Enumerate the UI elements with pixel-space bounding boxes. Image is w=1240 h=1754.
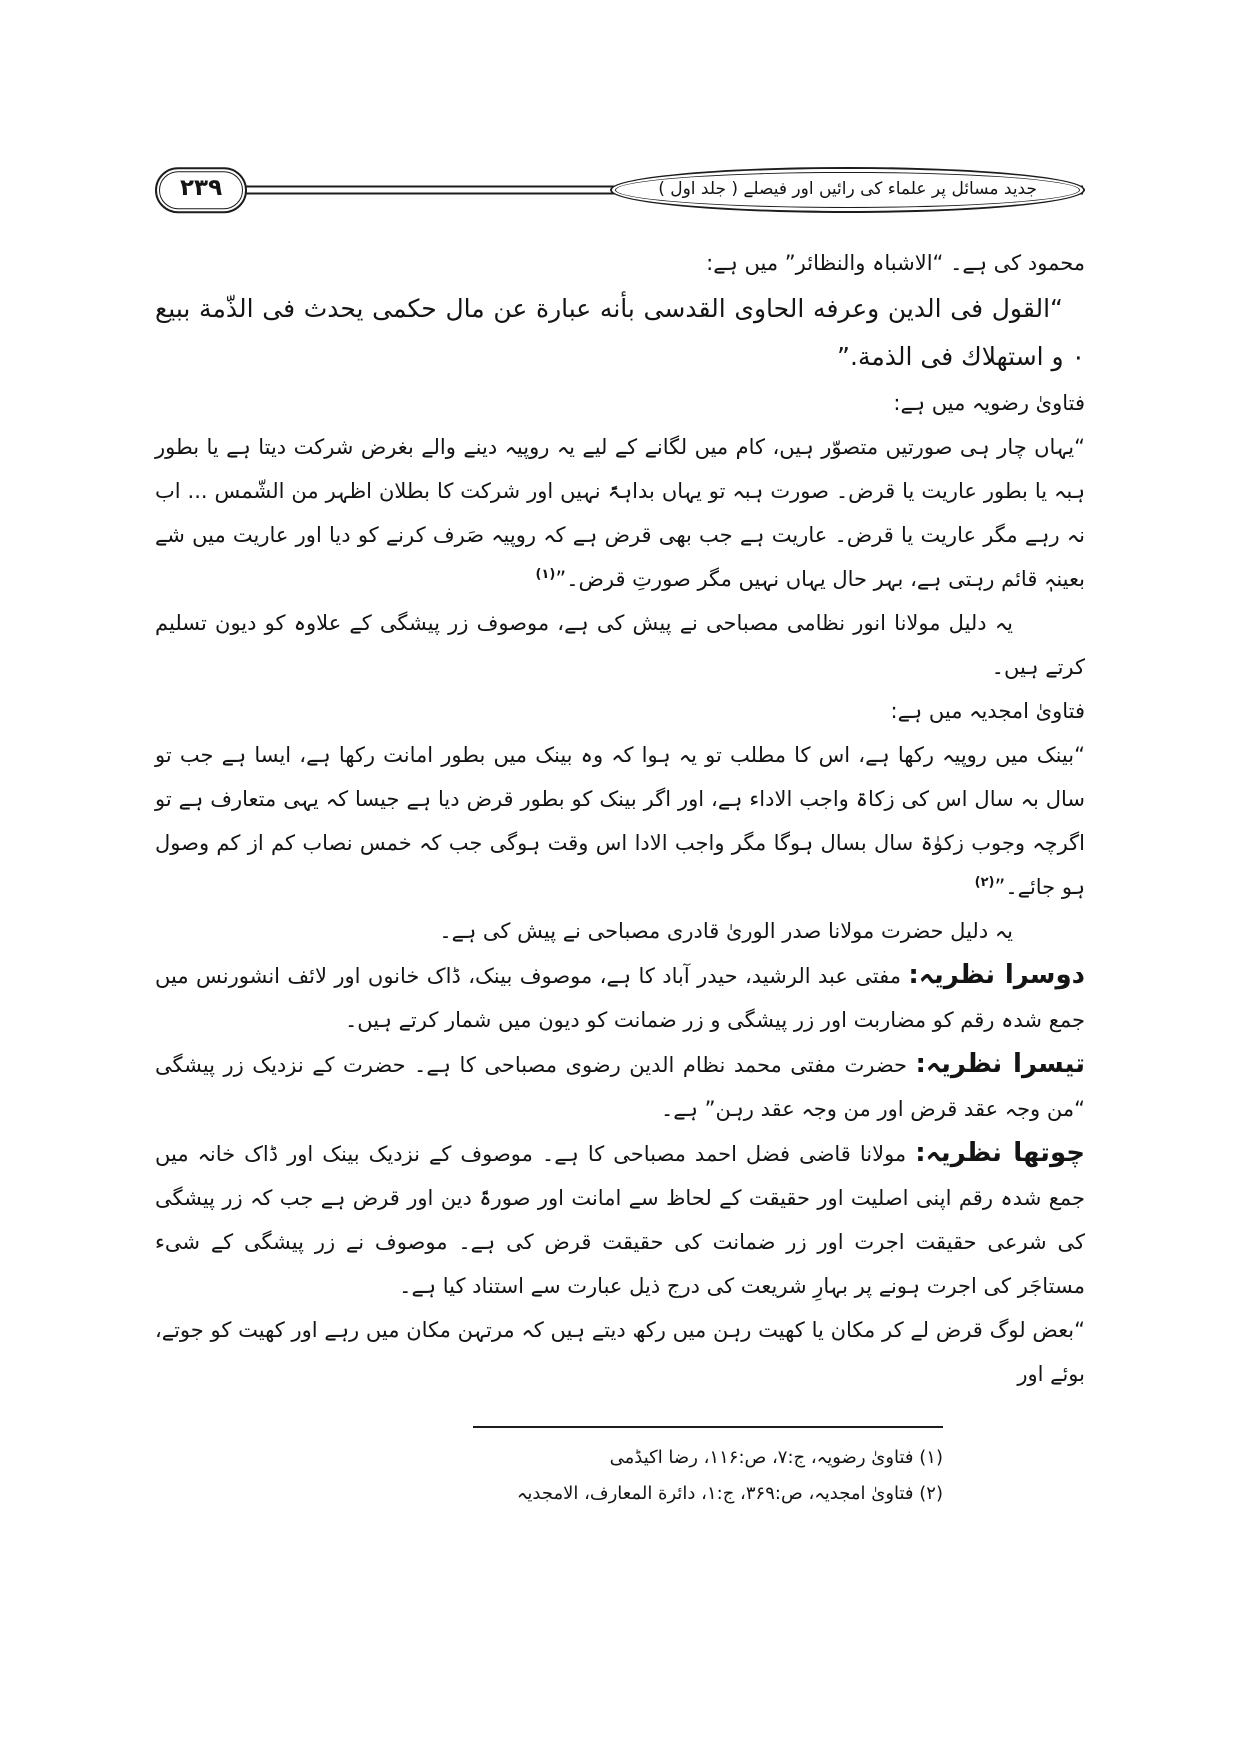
quote-text: “یہاں چار ہی صورتیں متصوّر ہیں، کام میں لگانے کے لیے یہ روپیہ دینے والے بغرض شرکت دیتا ہے یا بطور ہبہ یا بطور عاریت یا قرض۔ صورت ہبہ تو یہاں بداہۃً نہیں اور شرکت کا بطلان اظہر من الشّمس ... اب نہ رہے مگر عاریت یا قرض۔ عاریت ہے جب بھی قرض ہے کہ روپیہ صَرف کرنے کو دیا اور عاریت میں شے بعینہٖ قائم رہتی ہے، بہر حال یہاں نہیں مگر صورتِ قرض۔”	[155, 435, 1085, 591]
page-body	[155, 241, 1085, 1396]
footnotes-block	[473, 1426, 943, 1512]
opinion-second-text: مفتی عبد الرشید، حیدر آباد کا ہے، موصوف بینک، ڈاک خانوں اور لائف انشورنس میں جمع شدہ رقم کو مضاربت اور زر پیشگی و زر ضمانت کو دیون میں شمار کرتے ہیں۔	[155, 964, 1085, 1032]
attribution-sadrul-wara: یہ دلیل حضرت مولانا صدر الوریٰ قادری مصباحی نے پیش کی ہے۔	[439, 919, 1013, 943]
fatawa-amjadiyya-lead: فتاویٰ امجدیہ میں ہے:	[890, 699, 1085, 723]
footnote-1: (۱) فتاویٰ رضویہ، ج:۷، ص:۱۱۶، رضا اکیڈمی	[609, 1447, 943, 1468]
fatawa-razawiyya-lead: فتاویٰ رضویہ میں ہے:	[893, 391, 1085, 415]
opinion-fourth-heading: چوتھا نظریہ:	[915, 1138, 1085, 1168]
footnote-2: (۲) فتاویٰ امجدیہ، ص:۳۶۹، ج:۱، دائرة المعارف، الامجدیہ	[516, 1483, 943, 1504]
footnote-marker-1: (۱)	[535, 567, 556, 582]
opinion-fourth	[155, 1131, 1085, 1308]
closing-quote: “بعض لوگ قرض لے کر مکان یا کھیت رہن میں رکھ دیتے ہیں کہ مرتہن مکان میں رہے اور کھیت کو جوتے، بوئے اور	[155, 1318, 1085, 1386]
page-number-badge	[155, 167, 247, 213]
footnote-marker-2: (۲)	[974, 875, 995, 890]
header-title-cartouche	[610, 167, 1085, 213]
arabic-quote: “القول فی الدین وعرفه الحاوی القدسی بأنه عبارة عن مال حکمی یحدث فی الذّمة ببیع ٠ و استهلاك فی الذمة.”	[155, 294, 1085, 371]
header-title: جدید مسائل پر علماء کی رائیں اور فیصلے ( جلد اول )	[615, 172, 1080, 208]
opinion-second-heading: دوسرا نظریہ:	[908, 960, 1085, 990]
opinion-third-heading: تیسرا نظریہ:	[915, 1049, 1085, 1079]
intro-line: محمود کی ہے۔ “الاشباہ والنظائر” میں ہے:	[706, 251, 1085, 275]
page-header	[155, 165, 1085, 215]
footnote-divider	[473, 1426, 943, 1428]
opinion-second	[155, 953, 1085, 1042]
opinion-fourth-text: مولانا قاضی فضل احمد مصباحی کا ہے۔ موصوف کے نزدیک بینک اور ڈاک خانہ میں جمع شدہ رقم اپنی اصلیت اور حقیقت کے لحاظ سے امانت اور صورۃً دین اور قرض ہے جب کہ زر پیشگی کی شرعی حقیقت اجرت اور زر ضمانت کی حقیقت قرض کی ہے۔ موصوف نے زر پیشگی کے شیء مستاجَر کی اجرت ہونے پر بہارِ شریعت کی درج ذیل عبارت سے استناد کیا ہے۔	[155, 1142, 1085, 1298]
opinion-third	[155, 1042, 1085, 1131]
fatawa-amjadiyya-quote	[155, 733, 1085, 909]
attribution-anwar-nizami: یہ دلیل مولانا انور نظامی مصباحی نے پیش کی ہے، موصوف زر پیشگی کے علاوہ کو دیون تسلیم کرتے ہیں۔	[155, 611, 1085, 679]
fatawa-razawiyya-quote	[155, 425, 1085, 601]
page-number: ۲۳۹	[159, 171, 243, 209]
quote-text: “بینک میں روپیہ رکھا ہے، اس کا مطلب تو یہ ہوا کہ وہ بینک میں بطور امانت رکھا ہے، ایسا ہے جب تو سال بہ سال اس کی زکاۃ واجب الاداء ہے، اور اگر بینک کو بطور قرض دیا ہے جیسا کہ یہی متعارف ہے تو اگرچہ وجوب زکوٰۃ سال بسال ہوگا مگر واجب الادا اس وقت ہوگی جب کہ خمس نصاب کم از کم وصول ہو جائے۔”	[155, 743, 1085, 899]
opinion-third-text: حضرت مفتی محمد نظام الدین رضوی مصباحی کا ہے۔ حضرت کے نزدیک زر پیشگی “من وجہ عقد قرض اور من وجہ عقد رہن” ہے۔	[155, 1053, 1085, 1121]
